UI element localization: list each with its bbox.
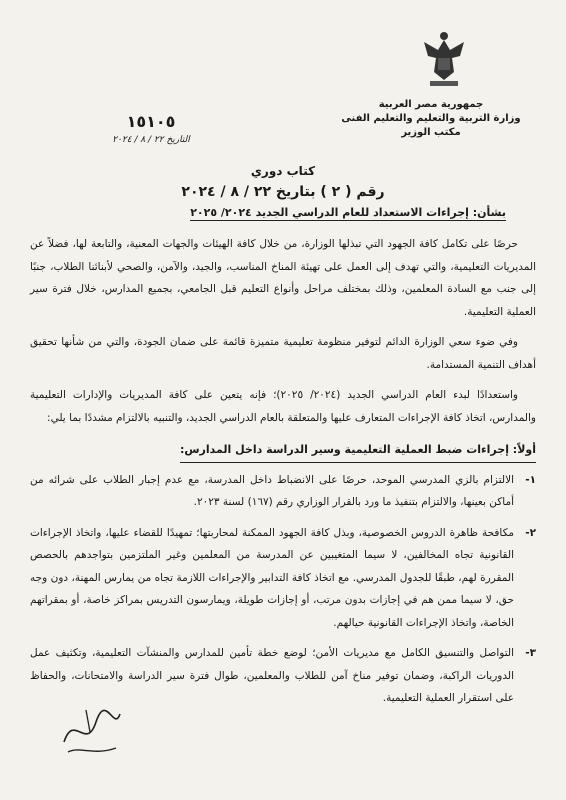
paragraph: واستعدادًا لبدء العام الدراسي الجديد (٢٠٢٤/ ٢٠٢٥)؛ فإنه يتعين على كافة المديريات والإدارات التعليمية والمدارس، اتخاذ كافة الإجراءات المتعارف عليها والمتعلقة بالعام الدراسي الجديد، والتنبيه بالالتزام مشددًا بما يلي:	[30, 389, 536, 424]
reference-date: التاريخ ٢٢ / ٨ / ٢٠٢٤	[112, 135, 190, 145]
subject-line: بشأن: إجراءات الاستعداد للعام الدراسي الجديد ٢٠٢٤/ ٢٠٢٥	[190, 206, 506, 219]
item-text: مكافحة ظاهرة الدروس الخصوصية، وبذل كافة الجهود الممكنة لمحاربتها؛ تمهيدًا للقضاء عليها، واتخاذ الإجراءات القانونية تجاه المخالفين، لا سيما المتغيبين عن المدرسة من المعلمين وغير الملتزمين بتواجدهم بالحصص المقررة لهم، طبقًا للجدول المدرسي. مع اتخاذ كافة التدابير والإجراءات اللازمة تجاه من يمارس المهنة، دون وجه حق، لا سيما ممن هم في إجازات بدون مرتب، أو إجازات طويلة، ويمارسون التدريس بمراكز خاصة، أو بمقراتهم الخاصة، واتخاذ الإجراءات القانونية حيالهم.	[30, 526, 514, 629]
ministry-line: جمهورية مصر العربية	[378, 99, 484, 110]
item-text: التواصل والتنسيق الكامل مع مديريات الأمن؛ لوضع خطة تأمين للمدارس والمنشآت التعليمية، وتكثيف عمل الدوريات الراكبة، وضمان توفير مناخ آمن للطلاب والمعلمين، طوال فترة سير الدراسة والامتحانات، والحفاظ على استقرار العملية التعليمية.	[30, 647, 514, 704]
document-title	[26, 164, 540, 200]
letterhead	[26, 22, 540, 162]
list-item	[30, 469, 536, 514]
item-text: الالتزام بالزي المدرسي الموحد، حرصًا على الانضباط داخل المدرسة، مع عدم إجبار الطلاب على شرائه من أماكن بعينها، والالتزام بتنفيذ ما ورد بالقرار الوزاري رقم (١٦٧) لسنة ٢٠٢٣.	[30, 473, 514, 508]
list-item	[30, 642, 536, 710]
ministry-line: مكتب الوزير	[401, 127, 461, 138]
item-number: ٢-	[525, 526, 536, 539]
reference-number: ١٥١٠٥	[126, 112, 176, 131]
eagle-emblem-icon	[418, 28, 470, 88]
section-heading: أولاً: إجراءات ضبط العملية التعليمية وسير الدراسة داخل المدارس:	[180, 439, 536, 463]
circular-number: رقم ( ٢ ) بتاريخ ٢٢ / ٨ / ٢٠٢٤	[181, 184, 385, 200]
ministry-name	[336, 98, 526, 140]
handwritten-signature-icon	[56, 702, 126, 762]
item-number: ١-	[525, 473, 536, 486]
paragraph: وفي ضوء سعي الوزارة الدائم لتوفير منظومة تعليمية متميزة قائمة على ضمان الجودة، والتي من شأنها تحقيق أهداف التنمية المستدامة.	[30, 336, 536, 371]
item-number: ٣-	[525, 647, 536, 659]
reference-block	[86, 112, 216, 145]
circular-label: كتاب دوري	[250, 164, 316, 178]
document-body	[26, 233, 540, 710]
list-item	[30, 522, 536, 635]
paragraph: حرصًا على تكامل كافة الجهود التي تبذلها الوزارة، من خلال كافة الهيئات والجهات المعنية، والتابعة لها، فضلاً عن المديريات التعليمية، والتي تهدف إلى العمل على تهيئة المناخ المناسب، والجيد، والآمن، والصحي لأبنائنا الطلاب، جنبًا إلى جنب مع السادة المعلمين، وذلك بمختلف مراحل وأنواع التعليم قبل الجامعي، بجميع المدارس، خلال فترة سير العملية التعليمية.	[30, 238, 536, 318]
ministry-line: وزارة التربية والتعليم والتعليم الفنى	[341, 113, 521, 124]
